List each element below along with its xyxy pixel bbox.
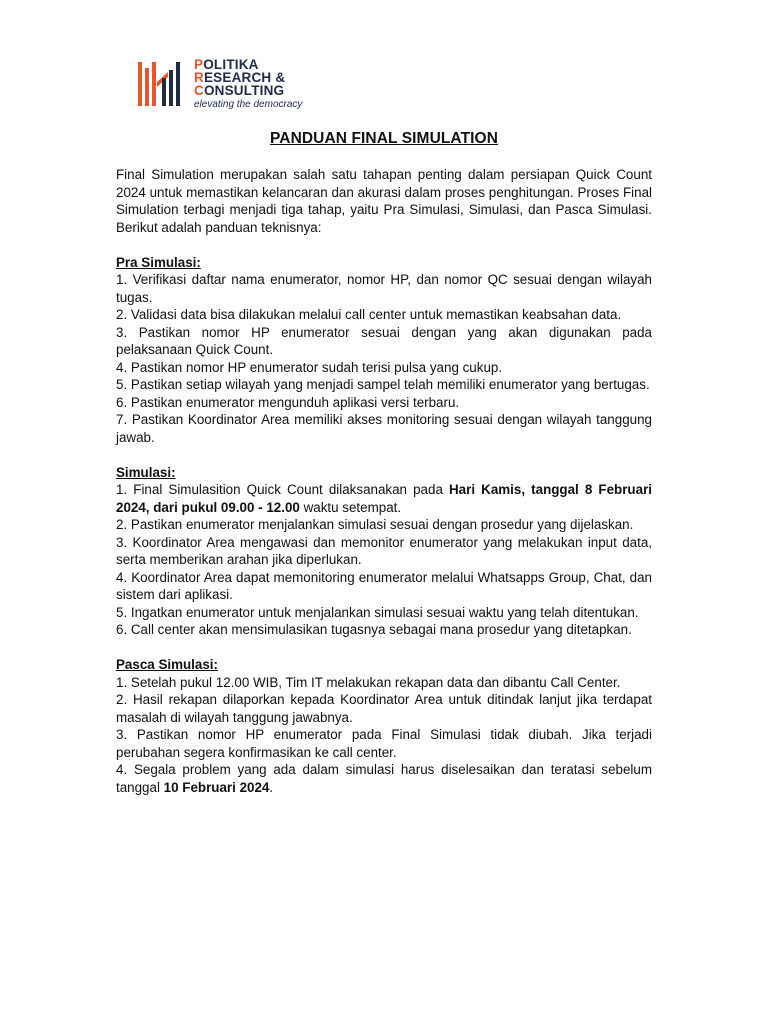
list-item: 1. Final Simulasition Quick Count dilaksanakan pada Hari Kamis, tanggal 8 Februari 2024, dari pukul 09.00 - 12.00 waktu setempat.	[116, 482, 652, 515]
section-heading: Simulasi:	[116, 464, 176, 480]
list-item: 1. Verifikasi daftar nama enumerator, nomor HP, dan nomor QC sesuai dengan wilayah tugas.	[116, 272, 652, 305]
document-title: PANDUAN FINAL SIMULATION	[270, 130, 498, 147]
list-item: 2. Validasi data bisa dilakukan melalui call center untuk memastikan keabsahan data.	[116, 307, 622, 322]
deadline-highlight: 10 Februari 2024	[163, 779, 270, 795]
schedule-highlight: Hari Kamis, tanggal 8 Februari 2024, dari pukul 09.00 - 12.00	[116, 482, 652, 515]
company-logo	[136, 58, 316, 114]
list-item: 3. Pastikan nomor HP enumerator sesuai dengan yang akan digunakan pada pelaksanaan Quick Count.	[116, 324, 652, 357]
section-pasca-simulasi	[116, 656, 652, 796]
list-item: 3. Koordinator Area mengawasi dan memonitor enumerator yang melakukan input data, serta memberikan arahan jika diperlukan.	[116, 534, 652, 567]
list-item: 3. Pastikan nomor HP enumerator pada Final Simulasi tidak diubah. Jika terjadi perubahan segera konfirmasikan ke call center.	[116, 727, 652, 760]
list-item: 7. Pastikan Koordinator Area memiliki akses monitoring sesuai dengan wilayah tanggung jawab.	[116, 412, 652, 445]
list-item: 2. Pastikan enumerator menjalankan simulasi sesuai dengan prosedur yang dijelaskan.	[116, 517, 634, 532]
list-item: 6. Call center akan mensimulasikan tugasnya sebagai mana prosedur yang ditetapkan.	[116, 622, 632, 637]
list-item: 5. Ingatkan enumerator untuk menjalankan simulasi sesuai waktu yang telah ditentukan.	[116, 604, 639, 620]
section-simulasi	[116, 464, 652, 639]
logo-line-3: CONSULTING	[194, 83, 285, 98]
logo-line-1: POLITIKA	[194, 57, 259, 72]
list-item: 4. Segala problem yang ada dalam simulasi harus diselesaikan dan teratasi sebelum tanggal 10 Februari 2024.	[116, 762, 652, 795]
logo-tagline: elevating the democracy	[194, 99, 303, 110]
section-heading: Pasca Simulasi:	[116, 657, 218, 672]
logo-mark-icon	[136, 58, 188, 110]
list-item: 6. Pastikan enumerator mengunduh aplikasi versi terbaru.	[116, 394, 460, 410]
document-body	[116, 166, 652, 814]
section-heading: Pra Simulasi:	[116, 254, 201, 270]
logo-wordmark	[194, 58, 302, 111]
logo-line-2: RESEARCH &	[194, 70, 286, 85]
list-item: 4. Koordinator Area dapat memonitoring enumerator melalui Whatsapps Group, Chat, dan sistem dari aplikasi.	[116, 569, 652, 602]
list-item: 1. Setelah pukul 12.00 WIB, Tim IT melakukan rekapan data dan dibantu Call Center.	[116, 674, 621, 690]
list-item: 2. Hasil rekapan dilaporkan kepada Koordinator Area untuk ditindak lanjut jika terdapat masalah di wilayah tanggung jawabnya.	[116, 692, 652, 725]
section-pra-simulasi	[116, 254, 652, 447]
intro-paragraph: Final Simulation merupakan salah satu tahapan penting dalam persiapan Quick Count 2024 untuk memastikan kelancaran dan akurasi dalam proses penghitungan. Proses Final Simulation terbagi menjadi tiga tahap, yaitu Pra Simulasi, Simulasi, dan Pasca Simulasi. Berikut adalah panduan teknisnya:	[116, 167, 652, 235]
list-item: 4. Pastikan nomor HP enumerator sudah terisi pulsa yang cukup.	[116, 359, 503, 375]
list-item: 5. Pastikan setiap wilayah yang menjadi sampel telah memiliki enumerator yang bertugas.	[116, 377, 650, 392]
